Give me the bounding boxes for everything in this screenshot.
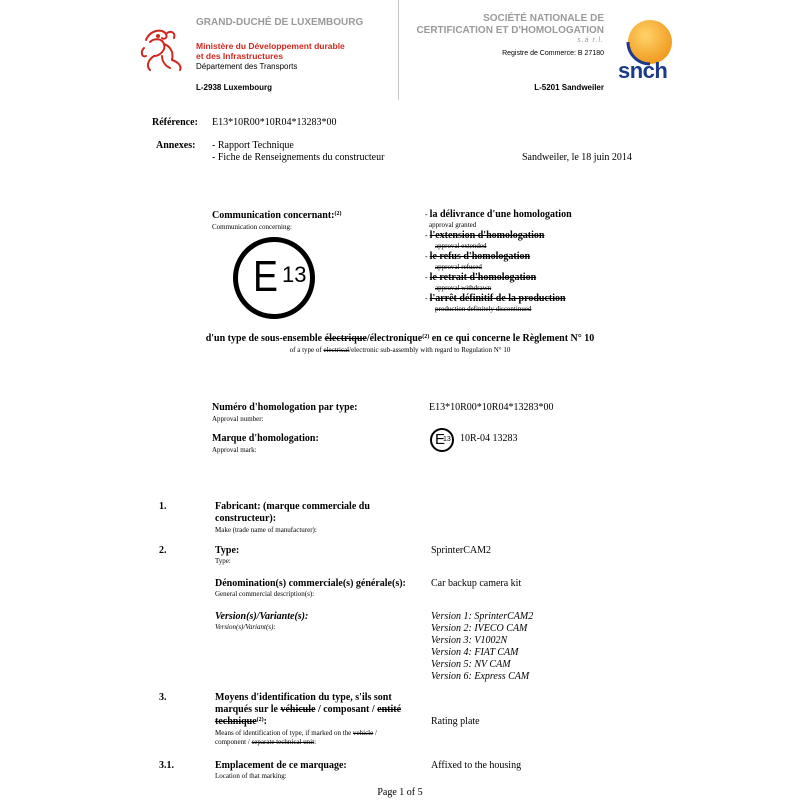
approval-mark-label: Marque d'homologation: — [212, 433, 319, 444]
item2b-value: Car backup camera kit — [431, 578, 522, 589]
version-item: Version 1: SprinterCAM2 — [431, 611, 534, 622]
approval-number-label: Numéro d'homologation par type: — [212, 402, 358, 413]
annexes-label: Annexes: — [156, 140, 196, 151]
version-item: Version 5: NV CAM — [431, 659, 511, 670]
item31-value: Affixed to the housing — [431, 760, 522, 771]
item31-label: Emplacement de ce marquage: — [215, 760, 347, 771]
lion-emblem-icon — [136, 26, 186, 72]
communication-options — [425, 209, 665, 314]
small-e13-letter: E — [435, 431, 446, 448]
small-e13-number: 13 — [443, 436, 451, 443]
annex-item: - Rapport Technique — [212, 140, 294, 151]
approval-number-value: E13*10R00*10R04*13283*00 — [429, 402, 554, 413]
option-item: - l'arrêt définitif de la production production definitely discontinued — [425, 293, 566, 313]
approval-mark-value: 10R-04 13283 — [460, 433, 518, 444]
item-number: 1. — [159, 501, 167, 512]
communication-subtitle: Communication concerning: — [212, 223, 292, 231]
ministry-name-line2: et des Infrastructures — [196, 51, 283, 61]
header-divider — [398, 0, 399, 100]
option-item: - le refus d'homologation approval refused — [425, 251, 531, 271]
snch-title-line1: SOCIÉTÉ NATIONALE DE — [483, 13, 604, 24]
type-line-en: of a type of electrical/electronic sub-assembly with regard to Regulation N° 10 — [289, 346, 511, 354]
snch-sarl: s.à r.l. — [577, 37, 604, 44]
approval-mark-sub: Approval mark: — [212, 446, 257, 454]
communication-title: Communication concernant:$^{(2)}$ — [212, 210, 342, 221]
snch-title-line2: CERTIFICATION ET D'HOMOLOGATION — [416, 25, 604, 36]
item3-sub-line1: Means of identification of type, if marked on the vehicle / — [215, 729, 377, 737]
e13-mark-letter: E — [253, 252, 278, 301]
annex-item: - Fiche de Renseignements du constructeur — [212, 152, 385, 163]
version-list — [431, 611, 533, 683]
left-address: L-2938 Luxembourg — [196, 83, 273, 92]
version-item: Version 2: IVECO CAM — [431, 623, 528, 634]
e13-mark — [233, 237, 315, 319]
item2c-label: Version(s)/Variante(s): — [215, 611, 309, 622]
item3-value: Rating plate — [431, 716, 480, 727]
item3-label-line2: marqués sur le véhicule / composant / entité — [215, 704, 402, 715]
reference-label: Référence: — [152, 117, 198, 128]
country-title: GRAND-DUCHÉ DE LUXEMBOURG — [196, 17, 364, 28]
registre-commerce: Registre de Commerce: B 27180 — [502, 50, 604, 57]
option-item: - le retrait d'homologation approval withdrawn — [425, 272, 537, 292]
type-line-fr: d'un type de sous-ensemble électrique/électronique$^{(2)}$ en ce qui concerne le Règlement N° 10 — [205, 333, 595, 344]
item2-label: Type: — [215, 545, 240, 556]
item2c-sub: Version(s)/Variant(s): — [215, 623, 276, 631]
reference-value: E13*10R00*10R04*13283*00 — [212, 117, 337, 128]
item-number: 2. — [159, 545, 167, 556]
version-item: Version 4: FIAT CAM — [431, 647, 519, 658]
item3-label-line1: Moyens d'identification du type, s'ils sont — [215, 692, 392, 703]
department-name: Département des Transports — [196, 62, 298, 71]
small-e13-mark — [430, 428, 454, 452]
page-number: Page 1 of 5 — [377, 787, 423, 798]
item1-label-line2: constructeur): — [215, 513, 277, 524]
right-address: L-5201 Sandweiler — [534, 83, 604, 92]
place-date: Sandweiler, le 18 juin 2014 — [522, 152, 632, 163]
item2-sub: Type: — [215, 557, 231, 565]
ministry-name-line1: Ministère du Développement durable — [196, 41, 345, 51]
item1-sub: Make (trade name of manufacturer): — [215, 526, 317, 534]
item31-sub: Location of that marking: — [215, 772, 287, 780]
item2b-label: Dénomination(s) commerciale(s) générale(s): — [215, 578, 406, 589]
version-item: Version 6: Express CAM — [431, 671, 530, 682]
item-number: 3. — [159, 692, 167, 703]
version-item: Version 3: V1002N — [431, 635, 508, 646]
option-item: - l'extension d'homologation approval extended — [425, 230, 545, 250]
e13-mark-number: 13 — [282, 262, 307, 287]
item2b-sub: General commercial description(s): — [215, 590, 315, 598]
item1-label-line1: Fabricant: (marque commerciale du — [215, 501, 370, 512]
option-item: - la délivrance d'une homologation approval granted — [425, 209, 572, 229]
item-number: 3.1. — [159, 760, 174, 771]
approval-number-sub: Approval number: — [212, 415, 264, 423]
item3-sub-line2: component / separate technical unit: — [215, 738, 317, 746]
snch-logo-text: snch — [618, 58, 668, 83]
item3-label-line3: technique$^{(2)}$: — [215, 716, 268, 727]
item2-value: SprinterCAM2 — [431, 545, 491, 556]
